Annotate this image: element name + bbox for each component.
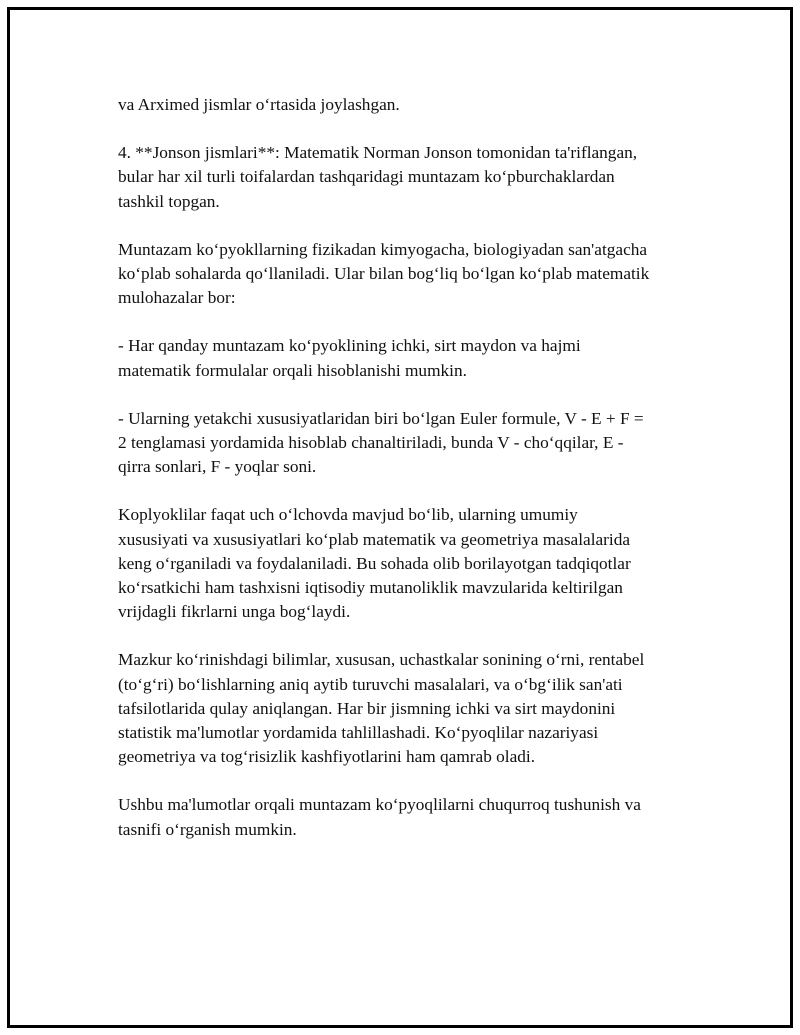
- paragraph: - Ularning yetakchi xususiyatlaridan biri bo‘lgan Euler formule, V - E + F = 2 tenglamasi yordamida hisoblab chanaltiriladi, bunda V - cho‘qqilar, E - qirra sonlari, F - yoqlar soni.: [118, 408, 644, 477]
- paragraph: Ushbu ma'lumotlar orqali muntazam ko‘pyoqlilarni chuqurroq tushunish va tasnifi o‘rganish mumkin.: [118, 795, 641, 839]
- paragraph: 4. **Jonson jismlari**: Matematik Norman Jonson tomonidan ta'riflangan, bular har xil turli toifalardan tashqaridagi muntazam ko‘pburchaklardan tashkil topgan.: [118, 143, 638, 211]
- document-body: [118, 93, 688, 866]
- paragraph: Koplyoklilar faqat uch o‘lchovda mavjud bo‘lib, ularning umumiy xususiyati va xususiyatlari ko‘plab matematik va geometriya masalalarida keng o‘rganiladi va foydalaniladi. Bu sohada olib borilayotgan tadqiqotlar ko‘rsatkichi ham tashxisni iqtisodiy mutanoliklik mavzularida keltirilgan vrijdagli fikrlarni unga bog‘laydi.: [118, 505, 631, 622]
- paragraph: - Har qanday muntazam ko‘pyoklining ichki, sirt maydon va hajmi matematik formulalar orqali hisoblanishi mumkin.: [118, 336, 581, 380]
- paragraph: Mazkur ko‘rinishdagi bilimlar, xususan, uchastkalar sonining o‘rni, rentabel (to‘g‘ri) bo‘lishlarning aniq aytib turuvchi masalalari, va o‘bg‘ilik san'ati tafsilotlarida qulay aniqlangan. Har bir jismning ichki va sirt maydonini statistik ma'lumotlar yordamida tahlillashadi. Ko‘pyoqlilar nazariyasi geometriya va tog‘risizlik kashfiyotlarini ham qamrab oladi.: [118, 650, 645, 767]
- paragraph: va Arximed jismlar o‘rtasida joylashgan.: [118, 95, 400, 114]
- document-page: [7, 7, 793, 1028]
- paragraph: Muntazam ko‘pyokllarning fizikadan kimyogacha, biologiyadan san'atgacha ko‘plab sohalarda qo‘llaniladi. Ular bilan bog‘liq bo‘lgan ko‘plab matematik mulohazalar bor:: [118, 239, 650, 308]
